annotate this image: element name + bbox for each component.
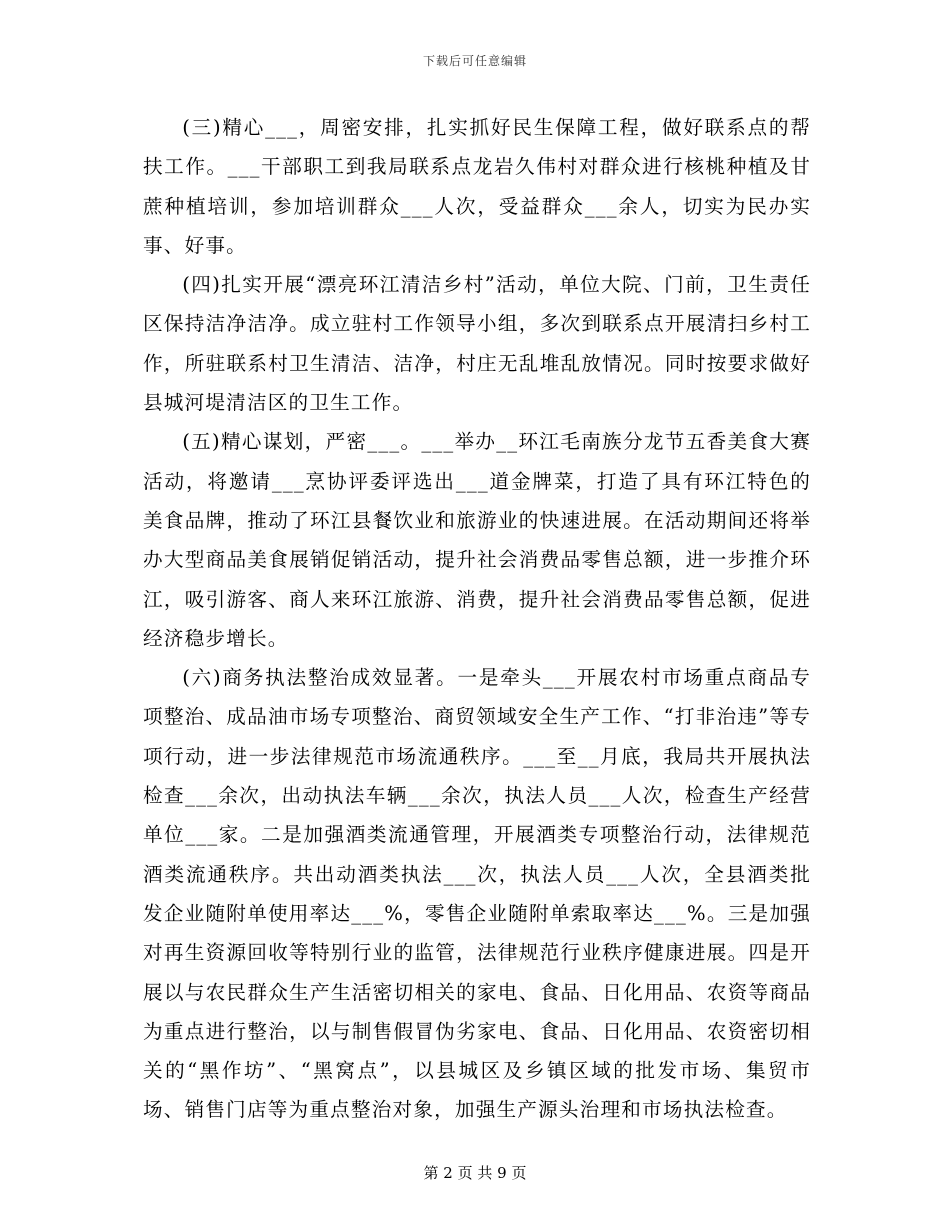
paragraph-4: (四)扎实开展“漂亮环江清洁乡村”活动，单位大院、门前，卫生责任区保持洁净洁净。成立驻村工作领导小组，多次到联系点开展清扫乡村工作，所驻联系村卫生清洁、洁净，村庄无乱堆乱放情况。同时按要求做好县城河堤清洁区的卫生工作。 bbox=[143, 273, 811, 415]
page-header: 下载后可任意编辑 bbox=[422, 54, 527, 68]
paragraph-3: (三)精心___，周密安排，扎实抓好民生保障工程，做好联系点的帮扶工作。___干部职工到我局联系点龙岩久伟村对群众进行核桃种植及甘蔗种植培训，参加培训群众___人次，受益群众___余人，切实为民办实事、好事。 bbox=[143, 116, 811, 257]
paragraph-6: (六)商务执法整治成效显著。一是牵头___开展农村市场重点商品专项整治、成品油市场专项整治、商贸领域安全生产工作、“打非治违”等专项行动，进一步法律规范市场流通秩序。___至__月底，我局共开展执法检查___余次，出动执法车辆___余次，执法人员___人次，检查生产经营单位___家。二是加强酒类流通管理，开展酒类专项整治行动，法律规范酒类流通秩序。共出动酒类执法___次，执法人员___人次，全县酒类批发企业随附单使用率达___%，零售企业随附单索取率达___%。三是加强对再生资源回收等特别行业的监管，法律规范行业秩序健康进展。四是开展以与农民群众生产生活密切相关的家电、食品、日化用品、农资等商品为重点进行整治，以与制售假冒伪劣家电、食品、日化用品、农资密切相关的“黑作坊”、“黑窝点”，以县城区及乡镇区域的批发市场、集贸市场、销售门店等为重点整治对象，加强生产源头治理和市场执法检查。 bbox=[143, 666, 811, 1122]
paragraph-5: (五)精心谋划，严密___。___举办__环江毛南族分龙节五香美食大赛活动，将邀请___烹协评委评选出___道金牌菜，打造了具有环江特色的美食品牌，推动了环江县餐饮业和旅游业的快速进展。在活动期间还将举办大型商品美食展销促销活动，提升社会消费品零售总额，进一步推介环江，吸引游客、商人来环江旅游、消费，提升社会消费品零售总额，促进经济稳步增长。 bbox=[143, 430, 811, 650]
document-body bbox=[143, 108, 811, 1130]
page-footer: 第 2 页 共 9 页 bbox=[423, 1164, 527, 1182]
